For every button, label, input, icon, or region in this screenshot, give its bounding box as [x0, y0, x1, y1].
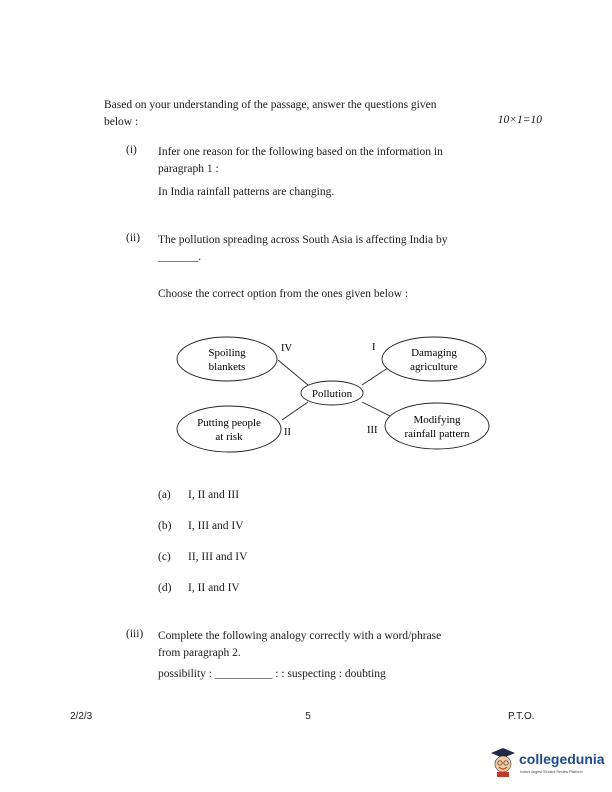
numeral-bottom-left: II	[284, 427, 291, 438]
option-a-text: I, II and III	[188, 489, 240, 501]
question-2-number: (ii)	[126, 232, 141, 244]
pto-label: P.T.O.	[508, 711, 535, 722]
option-c-text: II, III and IV	[188, 551, 248, 563]
question-3-line-2: from paragraph 2.	[158, 647, 241, 659]
bottom-left-ellipse	[177, 406, 281, 452]
numeral-top-right: I	[372, 342, 376, 353]
graduate-mascot-icon	[489, 746, 517, 778]
page-number: 5	[305, 711, 311, 722]
question-3-analogy: possibility : __________ : : suspecting : doubting	[158, 668, 386, 680]
bottom-left-label-2: at risk	[215, 431, 243, 443]
option-a	[158, 489, 239, 501]
bottom-left-label-1: Putting people	[197, 417, 261, 429]
top-left-label-1: Spoiling	[208, 347, 246, 359]
bottom-right-ellipse	[385, 403, 489, 449]
numeral-bottom-right: III	[367, 425, 378, 436]
top-right-label-1: Damaging	[411, 347, 457, 359]
question-2-text: The pollution spreading across South Asia is affecting India by	[158, 234, 448, 246]
question-3-text	[158, 628, 518, 662]
watermark-tagline: India's largest Student Review Platform	[520, 770, 583, 774]
option-d	[158, 582, 240, 594]
option-d-text: I, II and IV	[188, 582, 240, 594]
connector-bottom-left	[282, 402, 308, 420]
pollution-diagram	[160, 330, 500, 460]
question-2-instruction: Choose the correct option from the ones given below :	[158, 288, 409, 300]
connector-bottom-right	[362, 402, 394, 418]
bottom-right-label-1: Modifying	[413, 414, 461, 426]
question-1-statement: In India rainfall patterns are changing.	[158, 186, 335, 198]
watermark-brand: collegedunia	[519, 751, 605, 767]
numeral-top-left: IV	[281, 343, 293, 354]
question-1-number: (i)	[126, 144, 137, 156]
connector-top-left	[278, 360, 308, 385]
option-c	[158, 551, 247, 563]
top-right-ellipse	[382, 337, 486, 381]
paper-code: 2/2/3	[70, 711, 93, 722]
bottom-right-label-2: rainfall pattern	[404, 428, 470, 440]
question-2-blank: _______.	[158, 251, 202, 263]
instructions-line-1: Based on your understanding of the passage, answer the questions given	[104, 99, 437, 111]
top-right-label-2: agriculture	[410, 361, 458, 373]
top-left-label-2: blankets	[208, 361, 246, 373]
option-a-letter: (a)	[158, 489, 171, 501]
option-b-letter: (b)	[158, 520, 172, 532]
center-label: Pollution	[311, 388, 353, 400]
option-b-text: I, III and IV	[188, 520, 244, 532]
instructions-line-2: below :	[104, 116, 139, 128]
collegedunia-logo	[489, 746, 607, 780]
marks-label: 10×1=10	[497, 114, 542, 126]
question-1-line-2: paragraph 1 :	[158, 163, 219, 175]
option-d-letter: (d)	[158, 582, 172, 594]
top-left-ellipse	[177, 337, 277, 381]
option-c-letter: (c)	[158, 551, 171, 563]
question-1-line-1: Infer one reason for the following based on the information in	[158, 146, 443, 158]
question-3-line-1: Complete the following analogy correctly with a word/phrase	[158, 630, 442, 642]
question-3-number: (iii)	[126, 628, 144, 640]
option-b	[158, 520, 244, 532]
question-1-text	[158, 144, 518, 178]
